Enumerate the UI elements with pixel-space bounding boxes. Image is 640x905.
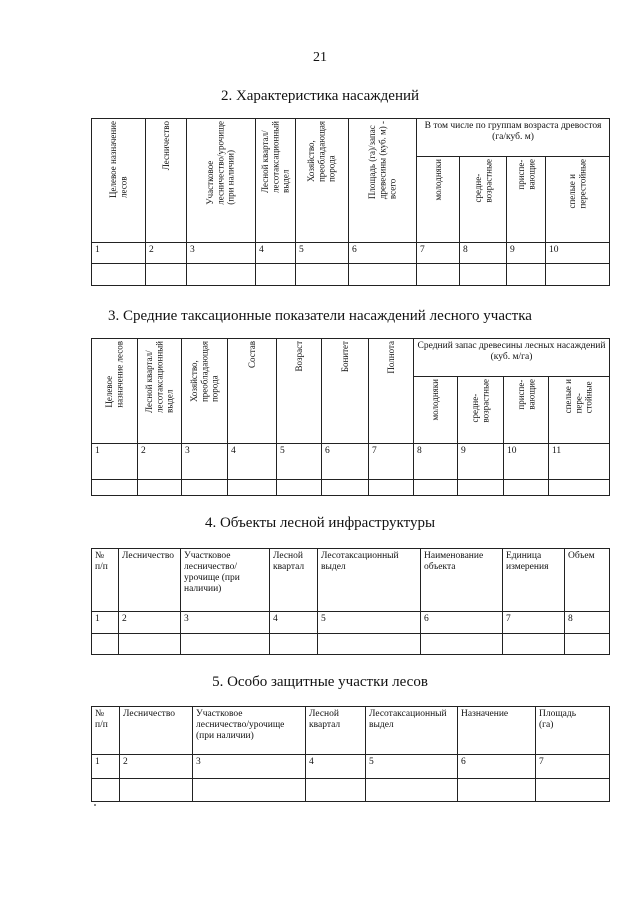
empty-cell[interactable] [504, 480, 549, 496]
s3-header-mature: спелые и пере- стойные [549, 377, 610, 444]
s2-header-middle-aged: средне- возрастные [460, 157, 507, 243]
column-number: 4 [270, 612, 318, 634]
column-number: 3 [181, 612, 270, 634]
column-number: 8 [460, 243, 507, 264]
column-number: 6 [349, 243, 417, 264]
column-number: 1 [92, 444, 138, 480]
empty-cell[interactable] [187, 264, 256, 286]
section-2-table [91, 118, 610, 286]
column-number: 5 [318, 612, 421, 634]
empty-cell[interactable] [277, 480, 322, 496]
empty-cell[interactable] [120, 779, 193, 802]
table-row [92, 612, 610, 634]
s4-header-object-name: Наименование объекта [421, 549, 503, 612]
s4-header-unit: Единица измерения [503, 549, 565, 612]
s3-header-middle-aged: средне- возрастные [458, 377, 504, 444]
column-number: 6 [322, 444, 369, 480]
s3-header-site-class: Бонитет [322, 339, 369, 444]
s3-header-purpose: Целевое назначение лесов [92, 339, 138, 444]
empty-cell[interactable] [182, 480, 228, 496]
empty-cell[interactable] [349, 264, 417, 286]
s3-header-age: Возраст [277, 339, 322, 444]
s5-header-quarter: Лесной квартал [306, 707, 366, 755]
empty-cell[interactable] [366, 779, 458, 802]
empty-cell[interactable] [369, 480, 414, 496]
empty-cell[interactable] [92, 480, 138, 496]
empty-cell[interactable] [414, 480, 458, 496]
column-number: 7 [536, 755, 610, 779]
column-number: 6 [421, 612, 503, 634]
column-number: 3 [182, 444, 228, 480]
s5-header-allotment: Лесотаксационный выдел [366, 707, 458, 755]
s2-header-area-stock: Площадь (га)/запас древесины (куб. м) - всего [349, 119, 417, 243]
s2-header-district-forestry: Участковое лесничество/урочище (при наличии) [187, 119, 256, 243]
section-5-table [91, 706, 610, 802]
s4-header-index: № п/п [92, 549, 119, 612]
s5-header-purpose: Назначение [458, 707, 536, 755]
table-row [92, 755, 610, 779]
s2-header-age-groups: В том числе по группам возраста древостоя (га/куб. м) [417, 119, 610, 157]
section-3-title: 3. Средние таксационные показатели насаждений лесного участка [108, 308, 532, 324]
s2-header-forestry: Лесничество [146, 119, 187, 243]
column-number: 3 [187, 243, 256, 264]
table-row-empty [92, 264, 610, 286]
column-number: 6 [458, 755, 536, 779]
empty-cell[interactable] [119, 634, 181, 655]
empty-cell[interactable] [503, 634, 565, 655]
column-number: 8 [565, 612, 610, 634]
column-number: 3 [193, 755, 306, 779]
column-number: 2 [120, 755, 193, 779]
column-number: 10 [504, 444, 549, 480]
table-row-empty [92, 480, 610, 496]
column-number: 5 [296, 243, 349, 264]
empty-cell[interactable] [146, 264, 187, 286]
column-number: 10 [546, 243, 610, 264]
empty-cell[interactable] [421, 634, 503, 655]
s5-header-forestry: Лесничество [120, 707, 193, 755]
column-number: 4 [228, 444, 277, 480]
empty-cell[interactable] [546, 264, 610, 286]
s4-header-district-forestry: Участковое лесничество/ урочище (при наличии) [181, 549, 270, 612]
s2-header-mature: спелые и перестойные [546, 157, 610, 243]
s3-header-density: Полнота [369, 339, 414, 444]
s3-header-avg-stock: Средний запас древесины лесных насаждений (куб. м/га) [414, 339, 610, 377]
s2-header-quarter: Лесной квартал/ лесотаксационный выдел [256, 119, 296, 243]
empty-cell[interactable] [458, 480, 504, 496]
column-number: 2 [119, 612, 181, 634]
empty-cell[interactable] [458, 779, 536, 802]
empty-cell[interactable] [507, 264, 546, 286]
empty-cell[interactable] [536, 779, 610, 802]
s3-header-quarter: Лесной квартал/ лесотаксационный выдел [138, 339, 182, 444]
empty-cell[interactable] [193, 779, 306, 802]
empty-cell[interactable] [417, 264, 460, 286]
s5-header-index: № п/п [92, 707, 120, 755]
s4-header-forestry: Лесничество [119, 549, 181, 612]
column-number: 4 [306, 755, 366, 779]
column-number: 5 [366, 755, 458, 779]
table-row-empty [92, 634, 610, 655]
column-number: 11 [549, 444, 610, 480]
column-number: 7 [417, 243, 460, 264]
section-5-title: 5. Особо защитные участки лесов [212, 674, 428, 690]
s2-header-dominant-species: Хозяйство, преобладающая порода [296, 119, 349, 243]
table-row [92, 243, 610, 264]
column-number: 8 [414, 444, 458, 480]
s2-header-purpose: Целевое назначение лесов [92, 119, 146, 243]
column-number: 7 [503, 612, 565, 634]
column-number: 1 [92, 755, 120, 779]
empty-cell[interactable] [92, 779, 120, 802]
section-4-table [91, 548, 610, 655]
empty-cell[interactable] [270, 634, 318, 655]
empty-cell[interactable] [92, 264, 146, 286]
column-number: 2 [146, 243, 187, 264]
table-row-empty [92, 779, 610, 802]
column-number: 1 [92, 243, 146, 264]
section-4-title: 4. Объекты лесной инфраструктуры [204, 515, 436, 531]
table-row [92, 444, 610, 480]
column-number: 7 [369, 444, 414, 480]
section-3-table [91, 338, 610, 496]
empty-cell[interactable] [460, 264, 507, 286]
empty-cell[interactable] [92, 634, 119, 655]
s3-header-maturing: приспе- вающие [504, 377, 549, 444]
s5-header-area: Площадь (га) [536, 707, 610, 755]
s2-header-young: молодняки [417, 157, 460, 243]
column-number: 1 [92, 612, 119, 634]
page-number: 21 [313, 50, 327, 65]
column-number: 5 [277, 444, 322, 480]
column-number: 2 [138, 444, 182, 480]
empty-cell[interactable] [138, 480, 182, 496]
empty-cell[interactable] [228, 480, 277, 496]
empty-cell[interactable] [181, 634, 270, 655]
empty-cell[interactable] [322, 480, 369, 496]
empty-cell[interactable] [565, 634, 610, 655]
empty-cell[interactable] [306, 779, 366, 802]
s3-header-young: молодняки [414, 377, 458, 444]
empty-cell[interactable] [256, 264, 296, 286]
column-number: 4 [256, 243, 296, 264]
s5-header-district-forestry: Участковое лесничество/урочище (при наличии) [193, 707, 306, 755]
s4-header-volume: Объем [565, 549, 610, 612]
section-2-title: 2. Характеристика насаждений [220, 88, 420, 104]
empty-cell[interactable] [296, 264, 349, 286]
column-number: 9 [507, 243, 546, 264]
empty-cell[interactable] [549, 480, 610, 496]
s4-header-allotment: Лесотаксационный выдел [318, 549, 421, 612]
s4-header-quarter: Лесной квартал [270, 549, 318, 612]
scan-speck [94, 804, 96, 806]
s2-header-maturing: приспе- вающие [507, 157, 546, 243]
column-number: 9 [458, 444, 504, 480]
s3-header-composition: Состав [228, 339, 277, 444]
s3-header-dominant-species: Хозяйство, преобладающая порода [182, 339, 228, 444]
empty-cell[interactable] [318, 634, 421, 655]
